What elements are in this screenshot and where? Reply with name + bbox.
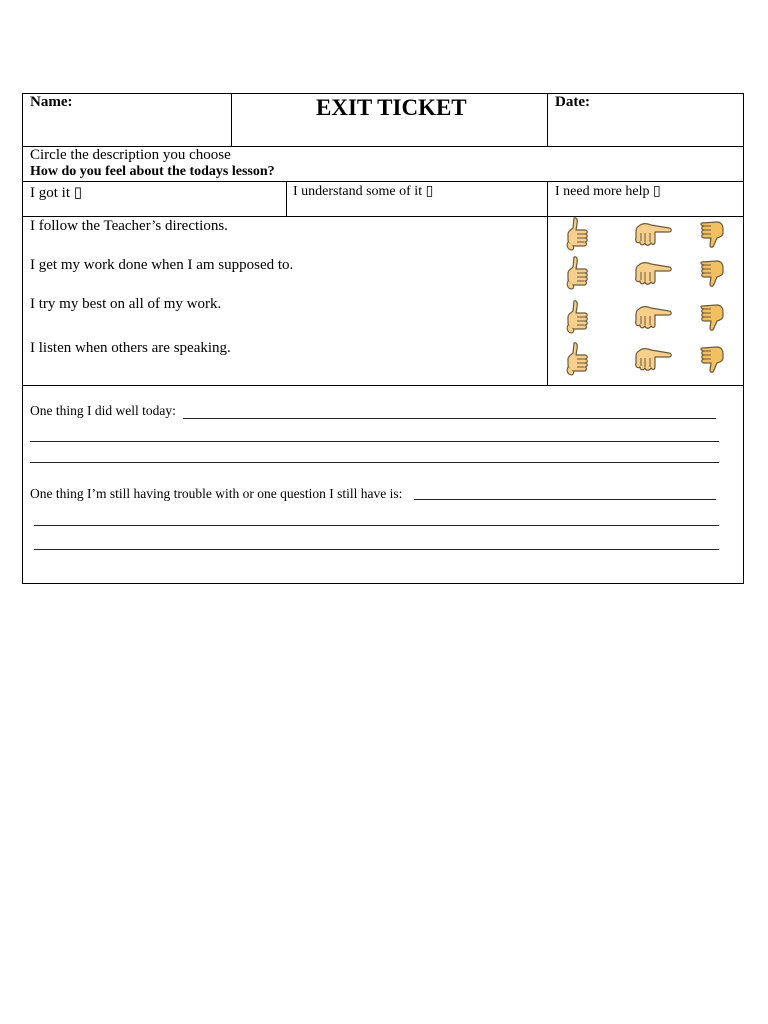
thumbs-sideways-icon[interactable]	[633, 303, 673, 336]
page-title: EXIT TICKET	[316, 95, 467, 120]
name-label: Name:	[30, 94, 73, 110]
divider-statements-icons	[547, 216, 548, 385]
answer-line[interactable]	[414, 499, 716, 500]
statement-item: I try my best on all of my work.	[30, 296, 222, 312]
thumbs-up-icon[interactable]	[565, 255, 591, 296]
scale-got-it[interactable]: I got it ▯	[30, 185, 83, 201]
divider-scale-1	[286, 181, 287, 216]
prompt-did-well: One thing I did well today:	[30, 403, 176, 418]
divider-statements	[23, 385, 743, 386]
divider-name-title	[231, 94, 232, 146]
thumbs-down-icon[interactable]	[699, 219, 727, 254]
lesson-question: How do you feel about the todays lesson?	[30, 164, 275, 179]
statement-item: I follow the Teacher’s directions.	[30, 218, 228, 234]
prompt-trouble-question: One thing I’m still having trouble with or one question I still have is:	[30, 486, 403, 501]
divider-scale-2	[547, 181, 548, 216]
statement-item: I listen when others are speaking.	[30, 340, 231, 356]
thumbs-down-icon[interactable]	[699, 302, 727, 337]
answer-line[interactable]	[34, 549, 719, 550]
thumbs-down-icon[interactable]	[699, 258, 727, 293]
exit-ticket-form	[22, 93, 744, 584]
thumbs-sideways-icon[interactable]	[633, 220, 673, 253]
divider-instructions	[23, 181, 743, 182]
thumbs-sideways-icon[interactable]	[633, 259, 673, 292]
divider-title-date	[547, 94, 548, 146]
scale-understand-some[interactable]: I understand some of it ▯	[293, 184, 434, 199]
instruction-text: Circle the description you choose	[30, 147, 231, 163]
answer-line[interactable]	[30, 462, 719, 463]
thumbs-up-icon[interactable]	[565, 216, 591, 257]
thumbs-sideways-icon[interactable]	[633, 345, 673, 378]
statement-item: I get my work done when I am supposed to.	[30, 257, 294, 273]
scale-need-help[interactable]: I need more help ▯	[555, 184, 661, 199]
thumbs-up-icon[interactable]	[565, 341, 591, 382]
date-label: Date:	[555, 94, 590, 110]
answer-line[interactable]	[34, 525, 719, 526]
answer-line[interactable]	[183, 418, 716, 419]
thumbs-down-icon[interactable]	[699, 344, 727, 379]
answer-line[interactable]	[30, 441, 719, 442]
thumbs-up-icon[interactable]	[565, 299, 591, 340]
divider-scale	[23, 216, 743, 217]
